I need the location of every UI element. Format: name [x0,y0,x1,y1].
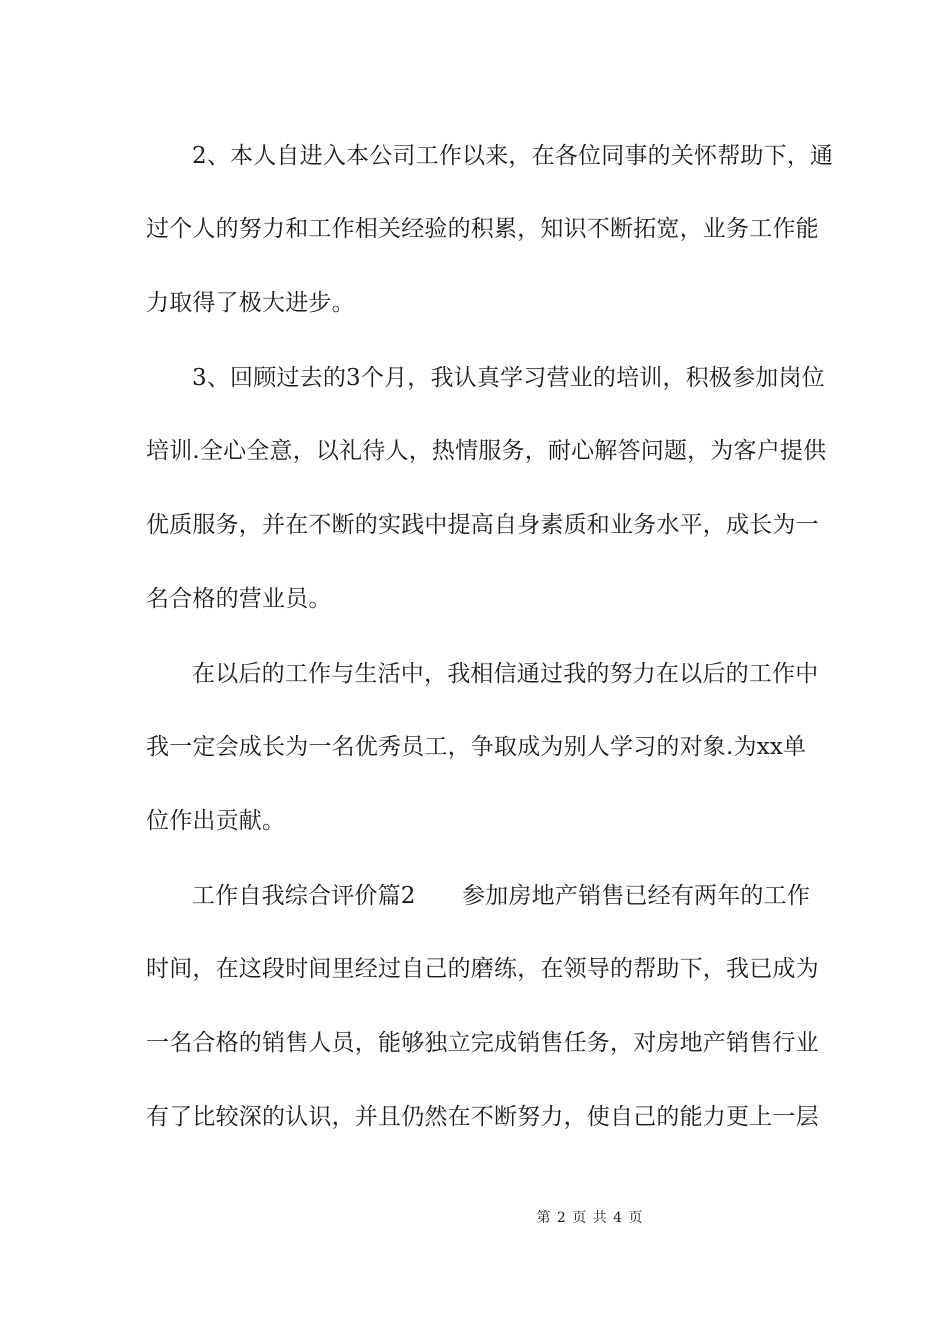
text-line: 位作出贡献。 [146,808,286,834]
page-number-footer: 第 2 页 共 4 页 [536,1210,644,1226]
text-line: 工作自我综合评价篇2 参加房地产销售已经有两年的工作 [192,883,811,909]
text-line: 培训.全心全意，以礼待人，热情服务，耐心解答问题，为客户提供 [146,438,827,464]
text-line: 有了比较深的认识，并且仍然在不断努力，使自己的能力更上一层 [146,1104,819,1130]
text-line: 我一定会成长为一名优秀员工，争取成为别人学习的对象.为xx单 [146,734,807,760]
text-line: 过个人的努力和工作相关经验的积累，知识不断拓宽，业务工作能 [146,216,819,242]
text-line: 3、回顾过去的3个月，我认真学习营业的培训，积极参加岗位 [192,365,825,391]
text-line: 一名合格的销售人员，能够独立完成销售任务，对房地产销售行业 [146,1030,819,1056]
text-line: 名合格的营业员。 [146,586,332,612]
text-line: 时间，在这段时间里经过自己的磨练，在领导的帮助下，我已成为 [146,956,819,982]
text-line: 2、本人自进入本公司工作以来，在各位同事的关怀帮助下，通 [192,143,834,169]
text-line: 力取得了极大进步。 [146,290,355,316]
text-line: 在以后的工作与生活中，我相信通过我的努力在以后的工作中 [192,661,819,687]
text-line: 优质服务，并在不断的实践中提高自身素质和业务水平，成长为一 [146,512,819,538]
